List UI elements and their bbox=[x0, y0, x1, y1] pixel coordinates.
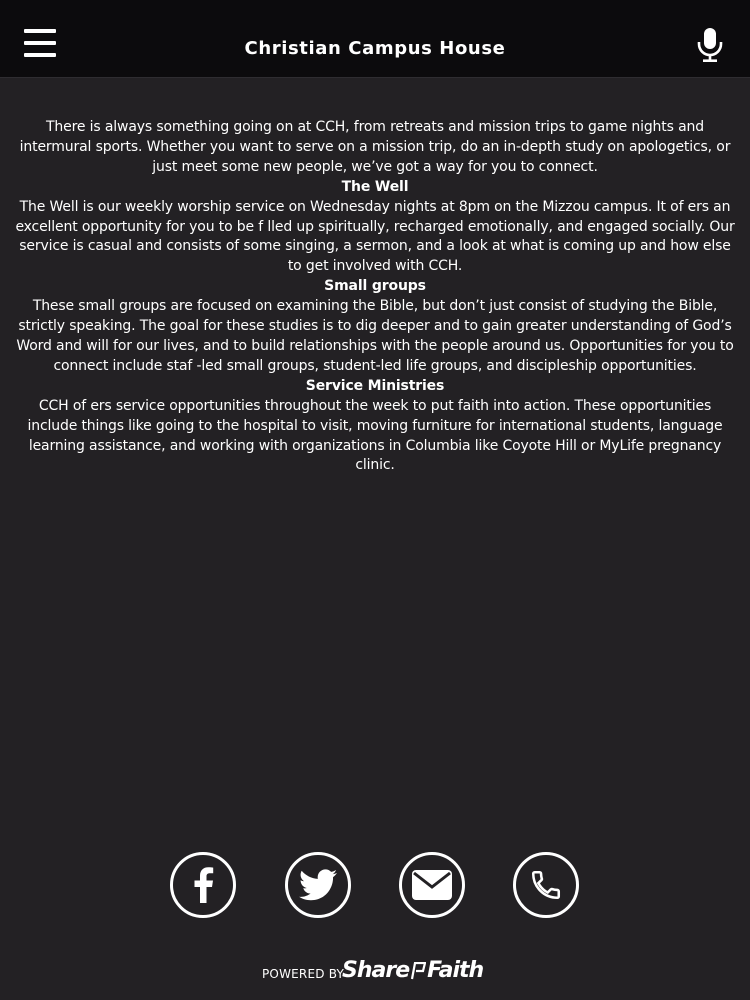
section-body-the-well: The Well is our weekly worship service on Wednesday nights at 8pm on the Mizzou campus. It of ers an excellent opportunity for you to be f lled up spiritually, recharged emotionally, and engaged socially. Our service is casual and consists of some singing, a sermon, and a look at what is coming up and how else to get involved with CCH. bbox=[15, 198, 735, 275]
flag-icon bbox=[410, 962, 426, 980]
phone-button[interactable] bbox=[513, 852, 579, 918]
page-title: Christian Campus House bbox=[244, 38, 506, 59]
section-body-service-ministries: CCH of ers service opportunities throughout the week to put faith into action. These opportunities include things like going to the hospital to visit, moving furniture for international students, language learning assistance, and working with organizations in Columbia like Coyote Hill or MyLife pregnancy clinic. bbox=[27, 397, 723, 474]
powered-by-label: POWERED BY bbox=[262, 967, 345, 981]
section-heading-service-ministries: Service Ministries bbox=[305, 377, 445, 394]
facebook-icon bbox=[192, 867, 214, 903]
phone-icon bbox=[529, 868, 563, 902]
twitter-icon bbox=[299, 869, 337, 901]
section-heading-the-well: The Well bbox=[341, 178, 409, 195]
page-content bbox=[14, 118, 736, 476]
email-button[interactable] bbox=[399, 852, 465, 918]
footer bbox=[262, 958, 502, 988]
hamburger-menu-icon bbox=[24, 29, 56, 33]
intro-paragraph: There is always something going on at CCH, from retreats and mission trips to game nights and intermural sports. Whether you want to serve on a mission trip, do an in-depth study on apologetics, or just meet some new people, we’ve got a way for you to connect. bbox=[19, 119, 731, 175]
facebook-button[interactable] bbox=[170, 852, 236, 918]
social-links bbox=[0, 852, 750, 922]
brand-part-share: Share bbox=[342, 958, 410, 983]
microphone-icon bbox=[697, 28, 723, 62]
brand-part-faith: Faith bbox=[427, 958, 484, 983]
email-icon bbox=[412, 870, 452, 900]
voice-search-button[interactable] bbox=[697, 28, 723, 62]
twitter-button[interactable] bbox=[285, 852, 351, 918]
app-header bbox=[0, 0, 750, 78]
section-body-small-groups: These small groups are focused on examining the Bible, but don’t just consist of studying the Bible, strictly speaking. The goal for these studies is to dig deeper and to gain greater understanding of God’s Word and will for our lives, and to build relationships with the people around us. Opportunities for you to connect include staf -led small groups, student-led life groups, and discipleship opportunities. bbox=[16, 298, 734, 374]
section-heading-small-groups: Small groups bbox=[324, 278, 426, 295]
sharefaith-logo[interactable] bbox=[342, 958, 483, 983]
